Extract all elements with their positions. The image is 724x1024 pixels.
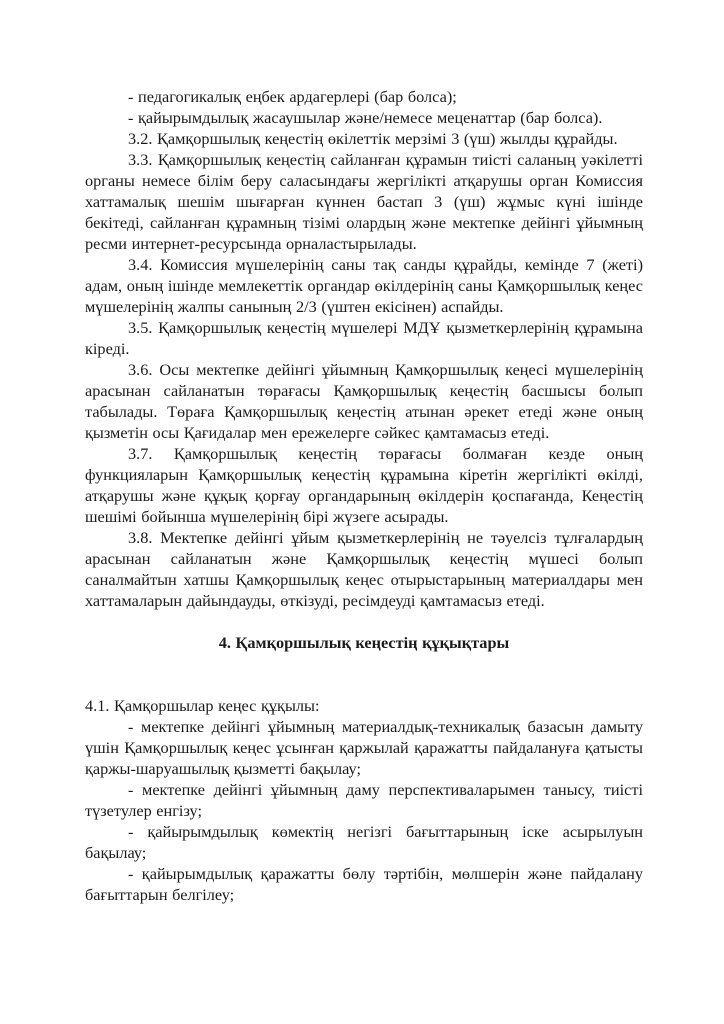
paragraph: 3.6. Осы мектепке дейінгі ұйымның Қамқоршылық кеңесі мүшелерінің арасынан сайланатын төрағасы Қамқоршылық кеңестің басшысы болып табылады. Төраға Қамқоршылық кеңестің атынан әрекет етеді және оның қызметін осы Қағидалар мен ережелерге сәйкес қамтамасыз етеді. xyxy=(85,360,643,442)
paragraph: 3.4. Комиссия мүшелерінің саны тақ санды құрайды, кемінде 7 (жеті) адам, оның ішінде мемлекеттік органдар өкілдерінің саны Қамқоршылық кеңес мүшелерінің жалпы санының 2/3 (үштен екісінен) аспайды. xyxy=(85,255,643,316)
list-item: - қайырымдылық жасаушылар және/немесе меценаттар (бар болса). xyxy=(128,108,603,127)
section-heading: 4. Қамқоршылық кеңестің құқықтары xyxy=(218,633,510,652)
paragraph: 3.7. Қамқоршылық кеңестің төрағасы болмаған кезде оның функцияларын Қамқоршылық кеңестің құрамына кіретін жергілікті өкілді, атқарушы және құқық қорғау органдарының өкілдерін қоспағанда, Кеңестің шешімі бойынша мүшелерінің бірі жүзеге асырады. xyxy=(85,444,643,526)
paragraph: 3.5. Қамқоршылық кеңестің мүшелері МДҰ қызметкерлерінің құрамына кіреді. xyxy=(85,318,643,358)
list-item: - мектепке дейінгі ұйымның даму перспективаларымен танысу, тиісті түзетулер енгізу; xyxy=(85,780,643,820)
document-text-block xyxy=(85,86,643,905)
paragraph: 3.2. Қамқоршылық кеңестің өкілеттік мерзімі 3 (үш) жылды құрайды. xyxy=(128,129,618,148)
paragraph: 4.1. Қамқоршылар кеңес құқылы: xyxy=(85,696,320,715)
list-item: - қайырымдылық көмектің негізгі бағыттарының іске асырылуын бақылау; xyxy=(85,822,643,862)
list-item: - қайырымдылық қаражатты бөлу тәртібін, мөлшерін және пайдалану бағыттарын белгілеу; xyxy=(85,864,643,904)
paragraph: 3.8. Мектепке дейінгі ұйым қызметкерлерінің не тәуелсіз тұлғалардың арасынан сайланатын және Қамқоршылық кеңестің мүшесі болып саналмайтын хатшы Қамқоршылық кеңес отырыстарының материалдары мен хаттамаларын дайындауды, өткізуді, ресімдеуді қамтамасыз етеді. xyxy=(85,528,643,610)
list-item: - педагогикалық еңбек ардагерлері (бар болса); xyxy=(128,87,457,106)
list-item: - мектепке дейінгі ұйымның материалдық-техникалық базасын дамыту үшін Қамқоршылық кеңес ұсынған қаржылай қаражатты пайдалануға қатысты қаржы-шаруашылық қызметті бақылау; xyxy=(85,717,643,778)
paragraph: 3.3. Қамқоршылық кеңестің сайланған құрамын тиісті саланың уәкілетті органы немесе білім беру саласындағы жергілікті атқарушы орган Комиссия хаттамалық шешім шығарған күннен бастап 3 (үш) жұмыс күні ішінде бекітеді, сайланған құрамның тізімі олардың және мектепке дейінгі ұйымның ресми интернет-ресурсында орналастырылады. xyxy=(85,150,643,253)
